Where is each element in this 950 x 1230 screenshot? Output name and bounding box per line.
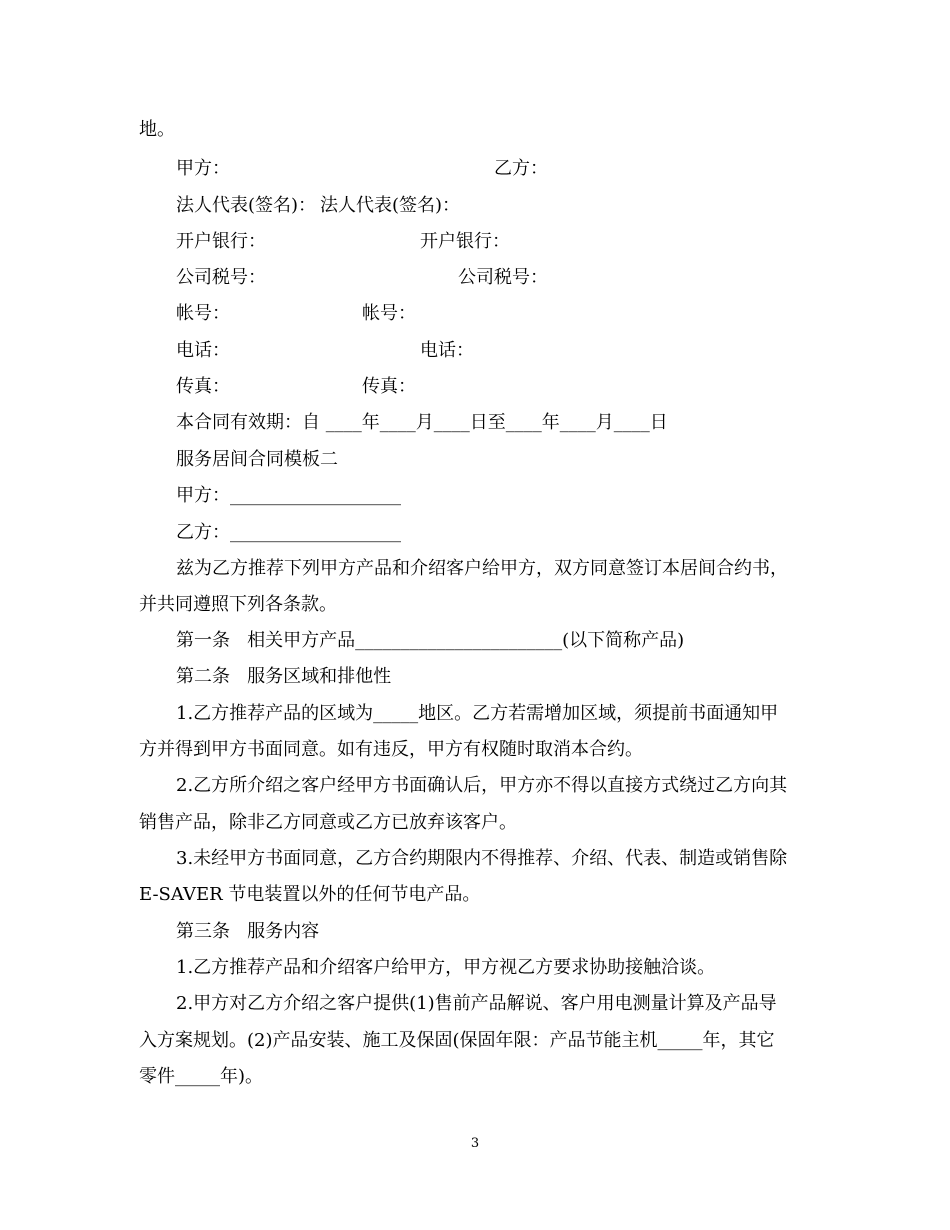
article-3-item-1: 1.乙方推荐产品和介绍客户给甲方，甲方视乙方要求协助接触洽谈。 <box>176 957 716 978</box>
phone-a-label: 电话： <box>176 340 230 361</box>
intro-paragraph-line1: 兹为乙方推荐下列甲方产品和介绍客户给甲方，双方同意签订本居间合约书， <box>176 558 788 579</box>
article-2-item-2-line1: 2.乙方所介绍之客户经甲方书面确认后，甲方亦不得以直接方式绕过乙方向其 <box>176 775 788 796</box>
page-number: 3 <box>470 1136 480 1151</box>
article-2-item-3-line2: E-SAVER 节电装置以外的任何节电产品。 <box>139 884 481 905</box>
template-party-a: 甲方：___________________ <box>176 485 401 506</box>
phone-b-label: 电话： <box>420 340 474 361</box>
account-b-label: 帐号： <box>362 303 416 324</box>
account-a-label: 帐号： <box>176 303 230 324</box>
validity-line: 本合同有效期：自 ____年____月____日至____年____月____日 <box>176 412 668 433</box>
tax-b-label: 公司税号： <box>458 267 548 288</box>
tax-a-label: 公司税号： <box>176 267 266 288</box>
article-2-title: 第二条 服务区域和排他性 <box>176 666 392 687</box>
template-party-b: 乙方：___________________ <box>176 522 401 543</box>
bank-a-label: 开户银行： <box>176 231 266 252</box>
article-2-item-2-line2: 销售产品，除非乙方同意或乙方已放弃该客户。 <box>139 812 517 833</box>
article-3-item-2-line3: 零件_____年)。 <box>139 1066 264 1087</box>
article-2-item-1-line1: 1.乙方推荐产品的区域为_____地区。乙方若需增加区域，须提前书面通知甲 <box>176 703 779 724</box>
continuation-text: 地。 <box>139 119 175 140</box>
party-a-label: 甲方： <box>176 158 230 179</box>
article-2-item-3-line1: 3.未经甲方书面同意，乙方合约期限内不得推荐、介绍、代表、制造或销售除 <box>176 848 788 869</box>
legal-rep-b-label: 法人代表(签名)： <box>320 195 461 216</box>
article-3-item-2-line1: 2.甲方对乙方介绍之客户提供(1)售前产品解说、客户用电测量计算及产品导 <box>176 993 777 1014</box>
article-1: 第一条 相关甲方产品_______________________(以下简称产品) <box>176 630 685 651</box>
bank-b-label: 开户银行： <box>420 231 510 252</box>
party-b-label: 乙方： <box>494 158 548 179</box>
legal-rep-a-label: 法人代表(签名)： <box>176 195 317 216</box>
template-two-title: 服务居间合同模板二 <box>176 449 338 470</box>
article-3-item-2-line2: 入方案规划。(2)产品安装、施工及保固(保固年限：产品节能主机_____年，其它 <box>139 1030 775 1051</box>
fax-b-label: 传真： <box>362 376 416 397</box>
fax-a-label: 传真： <box>176 376 230 397</box>
article-3-title: 第三条 服务内容 <box>176 921 320 942</box>
article-2-item-1-line2: 方并得到甲方书面同意。如有违反，甲方有权随时取消本合约。 <box>139 739 643 760</box>
intro-paragraph-line2: 并共同遵照下列各条款。 <box>139 594 337 615</box>
